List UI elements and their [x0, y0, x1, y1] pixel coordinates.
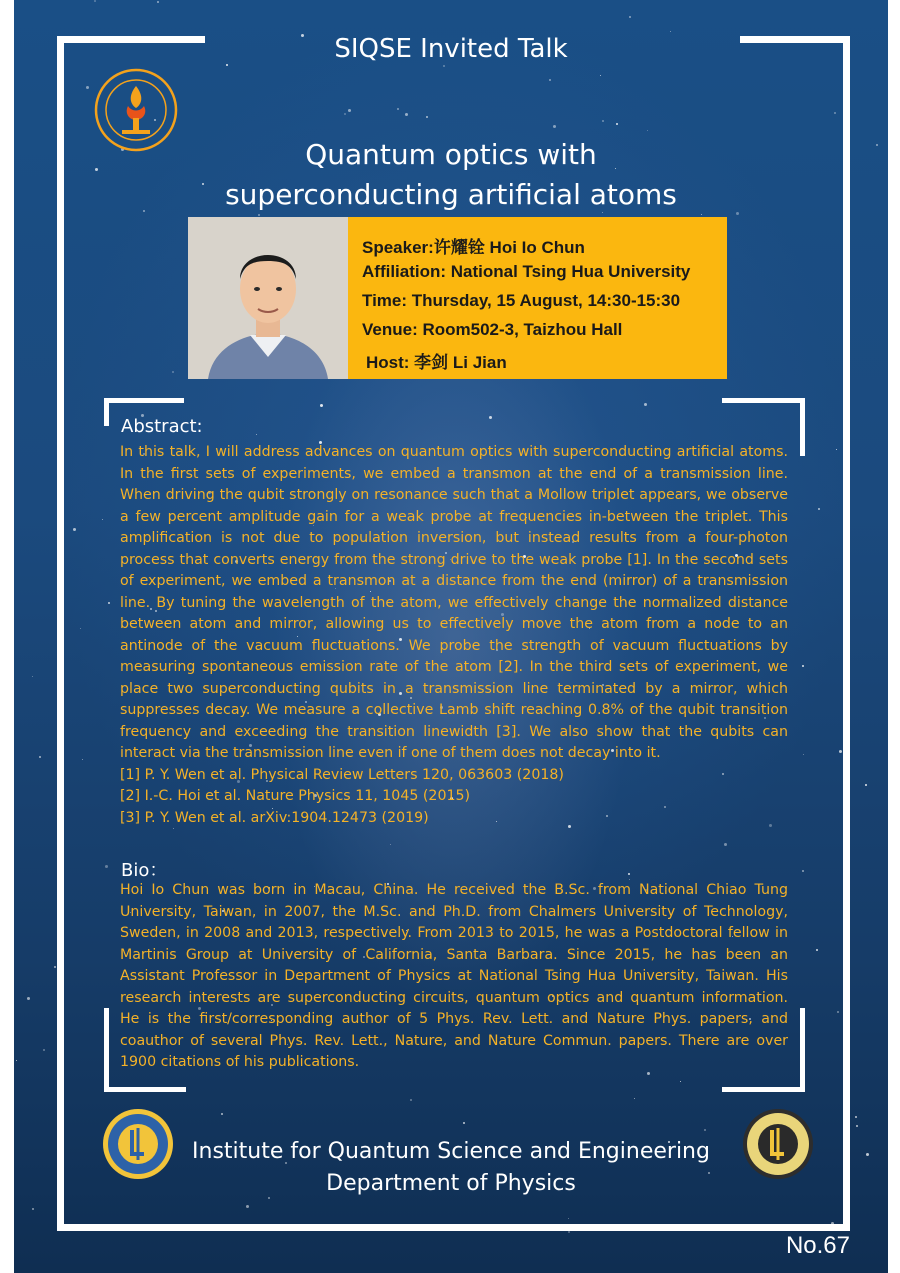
host-value: 李剑 Li Jian [414, 353, 507, 372]
host-label: Host: [366, 353, 415, 372]
inner-frame-tl-h [104, 398, 184, 403]
star [86, 86, 89, 89]
star [680, 1081, 681, 1082]
star [221, 1113, 223, 1115]
star [549, 79, 551, 81]
header-title: SIQSE Invited Talk [334, 34, 568, 64]
star [54, 966, 56, 968]
footer-department: Department of Physics [326, 1171, 576, 1196]
star [616, 123, 618, 125]
star [397, 108, 399, 110]
footer-institute: Institute for Quantum Science and Engineering [192, 1139, 710, 1164]
star [32, 676, 33, 677]
speaker-info-box [348, 217, 727, 379]
star [628, 873, 630, 875]
star [39, 756, 41, 758]
star [94, 0, 96, 2]
star [105, 865, 108, 868]
affiliation-value: National Tsing Hua University [450, 262, 691, 281]
star [855, 1116, 857, 1118]
inner-frame-tl-v [104, 398, 109, 426]
abstract-text: In this talk, I will address advances on quantum optics with superconducting artificial atoms. In the first sets of experiments, we embed a transmon at the end of a transmission line. When driving the qubit strongly on resonance such that a Mollow triplet appears, we observe a few percent amplitude gain for a weak probe at frequencies in-between the triplet. This amplification is not due to population inversion, but instead results from a four-photon process that converts energy from the strong drive to the weak probe [1]. In the second sets of experiment, we embed a transmon at a distance from the end (mirror) of a transmission line. By tuning the wavelength of the atom, we effectively change the normalized distance between atom and mirror, allowing us to effectively move the atom from a node to an antinode of the vacuum fluctuations. We probe the strength of vacuum fluctuations by measuring spontaneous emission rate of the atom [2]. In the third sets of experiment, we place two superconducting qubits in a transmission line terminated by a mirror, which suppresses decay. We measure a collective Lamb shift reaching 0.8% of the qubit transition frequency and exceeding the transition linewidth [3]. We also show that the qubits can interact via the transmission line even if one of them does not decay into it. [120, 444, 788, 761]
star [256, 434, 257, 435]
speaker-name: 许耀铨 Hoi Io Chun [433, 238, 585, 257]
star [629, 16, 631, 18]
inner-frame-tr-v [800, 398, 805, 456]
star [602, 120, 604, 122]
star [724, 843, 727, 846]
star [865, 784, 867, 786]
star [405, 113, 408, 116]
star [704, 1129, 706, 1131]
star [32, 1208, 34, 1210]
star [443, 65, 445, 67]
reference-1: [1] P. Y. Wen et al. Physical Review Letters 120, 063603 (2018) [120, 766, 564, 783]
star [344, 113, 346, 115]
star [670, 31, 671, 32]
star [600, 75, 601, 76]
star [348, 109, 351, 112]
star [834, 112, 836, 114]
star [568, 1218, 569, 1219]
speaker-line [362, 233, 585, 258]
poster [14, 0, 888, 1273]
star [489, 416, 492, 419]
time-value: Thursday, 15 August, 14:30-15:30 [411, 291, 681, 310]
footer [14, 1136, 888, 1200]
speaker-label: Speaker: [362, 238, 434, 257]
star [856, 1125, 858, 1127]
star [320, 404, 323, 407]
inner-frame-tr-h [722, 398, 805, 403]
frame-top-right-v [843, 36, 850, 1231]
frame-top-left-v [57, 36, 64, 1231]
inner-frame-br-h [722, 1087, 805, 1092]
star [16, 1060, 17, 1061]
star [634, 1098, 635, 1099]
reference-3: [3] P. Y. Wen et al. arXiv:1904.12473 (2019) [120, 809, 429, 826]
star [816, 949, 818, 951]
star [43, 1049, 45, 1051]
star [410, 1099, 412, 1101]
star [839, 750, 842, 753]
frame-bottom [57, 1224, 850, 1231]
star [73, 528, 76, 531]
abstract-body [120, 442, 788, 829]
star [426, 116, 428, 118]
venue-label: Venue: [362, 320, 423, 339]
bio-heading: Bio： [121, 860, 168, 881]
star [27, 997, 30, 1000]
issue-number: No.67 [785, 1232, 850, 1259]
star [226, 64, 228, 66]
abstract-heading: Abstract: [121, 416, 203, 437]
star [803, 754, 804, 755]
talk-title-line1: Quantum optics with [305, 138, 597, 171]
talk-title [14, 135, 888, 215]
inner-frame-bl-h [104, 1087, 186, 1092]
star [157, 1, 159, 3]
talk-title-line2: superconducting artificial atoms [225, 178, 677, 211]
speaker-card [188, 217, 727, 379]
star [836, 449, 837, 450]
star [390, 844, 391, 845]
affiliation-line [362, 262, 690, 282]
star [463, 1122, 465, 1124]
star [246, 1205, 249, 1208]
reference-2: [2] I.-C. Hoi et al. Nature Physics 11, 1045 (2015) [120, 788, 471, 804]
inner-frame-bl-v [104, 1008, 109, 1092]
venue-line [362, 320, 622, 340]
time-label: Time: [362, 291, 412, 310]
affiliation-label: Affiliation: [362, 262, 451, 281]
bio-text: Hoi Io Chun was born in Macau, China. He received the B.Sc. from National Chiao Tung University, Taiwan, in 2007, the M.Sc. and Ph.D. from Chalmers University of Technology, Sweden, in 2008 and 2013, respectively. From 2013 to 2015, he was a Postdoctoral fellow in Martinis Group at University of California, Santa Barbara. Since 2015, he has been an Assistant Professor in Department of Physics at National Tsing Hua University, Taiwan. His research interests are superconducting circuits, quantum optics and quantum information. He is the first/corresponding author of 5 Phys. Rev. Lett. and Nature Phys. papers, and coauthor of several Phys. Rev. Lett., Nature, and Nature Commun. papers. There are over 1900 citations of his publications. [120, 882, 788, 1070]
venue-value: Room502-3, Taizhou Hall [422, 320, 623, 339]
star [102, 519, 103, 520]
host-line [366, 348, 507, 373]
speaker-portrait-icon [188, 217, 348, 379]
star [644, 403, 647, 406]
star [818, 508, 820, 510]
speaker-photo [188, 217, 348, 379]
star [647, 130, 648, 131]
star [82, 759, 83, 760]
star [172, 371, 174, 373]
star [837, 1011, 839, 1013]
star [80, 628, 81, 629]
inner-frame-br-v [800, 1008, 805, 1092]
star [802, 870, 804, 872]
star [108, 602, 110, 604]
star [802, 665, 804, 667]
time-line [362, 291, 680, 311]
star [553, 125, 556, 128]
star [568, 1231, 570, 1233]
